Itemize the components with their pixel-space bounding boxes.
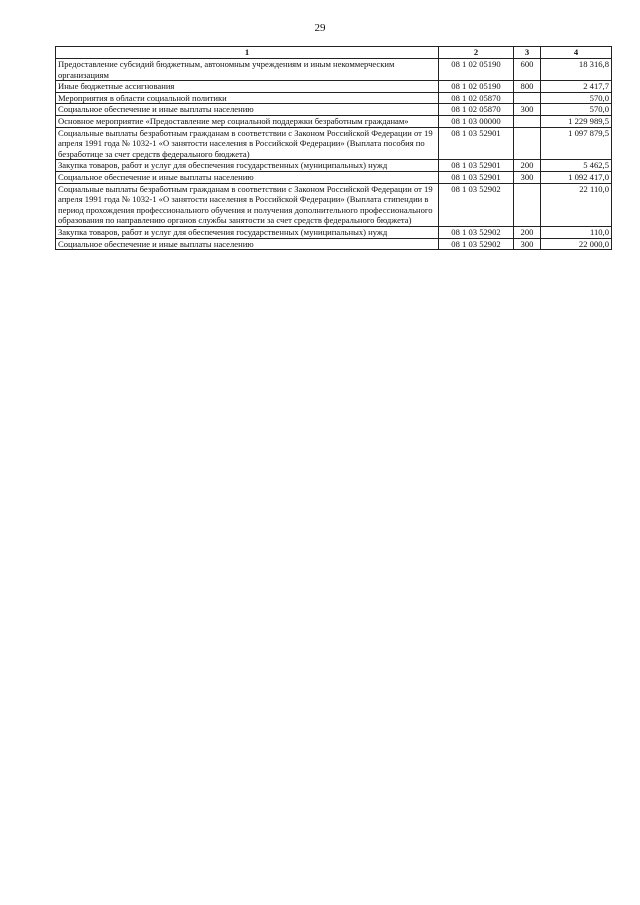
row-target-code: 08 1 03 52901 [439,127,514,160]
row-name: Мероприятия в области социальной политики [56,92,439,104]
row-expense-type: 800 [514,81,541,93]
row-expense-type [514,183,541,226]
row-target-code: 08 1 03 52901 [439,160,514,172]
budget-table [55,46,612,250]
row-amount: 110,0 [541,226,612,238]
row-name: Иные бюджетные ассигнования [56,81,439,93]
row-amount: 1 229 989,5 [541,115,612,127]
row-amount: 1 092 417,0 [541,171,612,183]
table-row [56,160,612,172]
row-amount: 18 316,8 [541,59,612,81]
row-expense-type: 600 [514,59,541,81]
row-target-code: 08 1 03 52902 [439,238,514,250]
row-amount: 22 110,0 [541,183,612,226]
table-row [56,183,612,226]
row-target-code: 08 1 02 05190 [439,81,514,93]
table-row [56,171,612,183]
row-name: Социальные выплаты безработным гражданам в соответствии с Законом Российской Федерации от 19 апреля 1991 года № 1032-1 «О занятости населения в Российской Федерации» (Выплата пособия по безработице за счет средств федерального бюджета) [56,127,439,160]
table-row [56,127,612,160]
row-expense-type: 300 [514,171,541,183]
row-expense-type: 300 [514,104,541,116]
row-name: Социальное обеспечение и иные выплаты населению [56,238,439,250]
row-name: Основное мероприятие «Предоставление мер социальной поддержки безработным гражданам» [56,115,439,127]
row-target-code: 08 1 03 52901 [439,171,514,183]
row-amount: 570,0 [541,104,612,116]
header-row [56,47,612,59]
table-row [56,226,612,238]
row-expense-type: 200 [514,160,541,172]
row-name: Закупка товаров, работ и услуг для обеспечения государственных (муниципальных) нужд [56,160,439,172]
row-expense-type [514,92,541,104]
row-name: Социальное обеспечение и иные выплаты населению [56,104,439,116]
table-row [56,81,612,93]
table-row [56,92,612,104]
row-name: Закупка товаров, работ и услуг для обеспечения государственных (муниципальных) нужд [56,226,439,238]
row-amount: 570,0 [541,92,612,104]
row-target-code: 08 1 03 52902 [439,183,514,226]
header-cell: 4 [541,47,612,59]
row-target-code: 08 1 02 05870 [439,104,514,116]
header-cell: 2 [439,47,514,59]
page-number: 29 [314,22,326,34]
row-amount: 2 417,7 [541,81,612,93]
header-cell: 3 [514,47,541,59]
row-amount: 22 000,0 [541,238,612,250]
table-row [56,59,612,81]
row-name: Социальные выплаты безработным гражданам в соответствии с Законом Российской Федерации от 19 апреля 1991 года № 1032-1 «О занятости населения в Российской Федерации» (Выплата стипендии в период прохождения профессионального обучения и получения дополнительного профессионального образования по направлению органов службы занятости за счет средств федерального бюджета) [56,183,439,226]
row-amount: 1 097 879,5 [541,127,612,160]
row-expense-type [514,127,541,160]
row-target-code: 08 1 02 05870 [439,92,514,104]
table-row [56,238,612,250]
row-name: Предоставление субсидий бюджетным, автономным учреждениям и иным некоммерческим организациям [56,59,439,81]
row-expense-type: 200 [514,226,541,238]
header-cell: 1 [56,47,439,59]
row-expense-type: 300 [514,238,541,250]
row-target-code: 08 1 03 52902 [439,226,514,238]
table-row [56,104,612,116]
table-row [56,115,612,127]
row-target-code: 08 1 02 05190 [439,59,514,81]
row-expense-type [514,115,541,127]
row-amount: 5 462,5 [541,160,612,172]
row-target-code: 08 1 03 00000 [439,115,514,127]
row-name: Социальное обеспечение и иные выплаты населению [56,171,439,183]
